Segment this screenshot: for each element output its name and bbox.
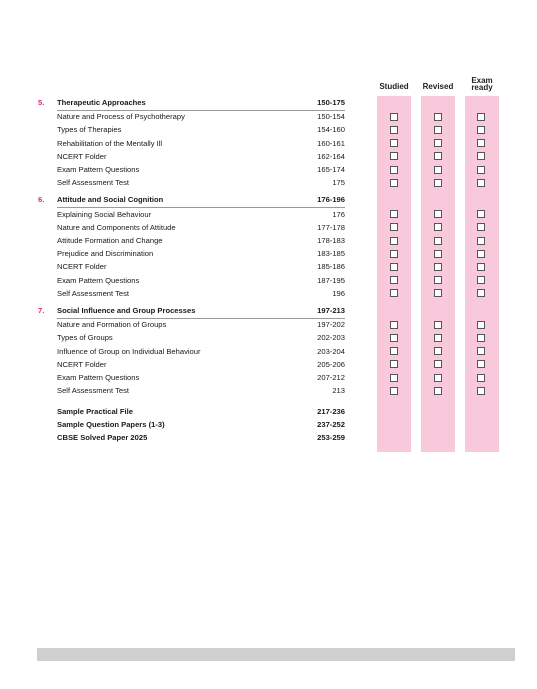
revised-checkbox[interactable] xyxy=(434,334,442,342)
topic-title: NCERT Folder xyxy=(57,262,107,272)
exam-ready-column-bg xyxy=(465,96,499,452)
column-header-revised: Revised xyxy=(422,82,454,91)
topic-row xyxy=(38,163,345,176)
studied-checkbox[interactable] xyxy=(390,276,398,284)
topic-title: NCERT Folder xyxy=(57,359,107,369)
extra-title: Sample Practical File xyxy=(57,406,133,416)
studied-checkbox[interactable] xyxy=(390,387,398,395)
revised-checkbox[interactable] xyxy=(434,321,442,329)
studied-checkbox[interactable] xyxy=(390,223,398,231)
revised-checkbox[interactable] xyxy=(434,126,442,134)
topic-title: Nature and Process of Psychotherapy xyxy=(57,112,185,122)
topic-title: Self Assessment Test xyxy=(57,386,130,396)
topic-row xyxy=(38,123,345,136)
studied-checkbox[interactable] xyxy=(390,166,398,174)
topic-row xyxy=(38,247,345,260)
exam-ready-checkbox[interactable] xyxy=(477,276,485,284)
revised-checkbox[interactable] xyxy=(434,289,442,297)
topic-row xyxy=(38,331,345,344)
exam-ready-checkbox[interactable] xyxy=(477,113,485,121)
page-range: 154-160 xyxy=(317,125,345,135)
revised-column-bg xyxy=(421,96,455,452)
page-range: 178-183 xyxy=(317,236,345,245)
studied-checkbox[interactable] xyxy=(390,237,398,245)
topic-row xyxy=(38,221,345,234)
exam-ready-checkbox[interactable] xyxy=(477,347,485,355)
revised-checkbox[interactable] xyxy=(434,152,442,160)
studied-checkbox[interactable] xyxy=(390,321,398,329)
topic-title: Rehabilitation of the Mentally Ill xyxy=(57,138,163,148)
extra-row xyxy=(38,431,345,444)
page-range: 185-186 xyxy=(317,262,345,272)
exam-ready-checkbox[interactable] xyxy=(477,387,485,395)
page-range: 177-178 xyxy=(317,222,345,232)
topic-row xyxy=(38,345,345,358)
topic-title: Exam Pattern Questions xyxy=(57,165,140,174)
topic-title: Self Assessment Test xyxy=(57,288,130,298)
studied-checkbox[interactable] xyxy=(390,250,398,258)
exam-ready-checkbox[interactable] xyxy=(477,263,485,271)
chapter-row xyxy=(38,193,345,206)
chapter-number: 6. xyxy=(38,194,45,204)
page-range: 175 xyxy=(332,178,345,188)
revised-checkbox[interactable] xyxy=(434,139,442,147)
topic-row xyxy=(38,260,345,273)
exam-ready-checkbox[interactable] xyxy=(477,321,485,329)
page-range: 162-164 xyxy=(317,151,345,161)
topic-row xyxy=(38,176,345,189)
exam-ready-checkbox[interactable] xyxy=(477,179,485,187)
revised-checkbox[interactable] xyxy=(434,223,442,231)
revised-checkbox[interactable] xyxy=(434,347,442,355)
exam-ready-checkbox[interactable] xyxy=(477,374,485,382)
topic-title: Explaining Social Behaviour xyxy=(57,209,152,219)
page-range: 165-174 xyxy=(317,165,345,174)
topic-row xyxy=(38,208,345,221)
topic-title: Nature and Formation of Groups xyxy=(57,320,167,330)
studied-checkbox[interactable] xyxy=(390,210,398,218)
exam-ready-checkbox[interactable] xyxy=(477,237,485,245)
page-range: 207-212 xyxy=(317,373,345,382)
exam-ready-checkbox[interactable] xyxy=(477,289,485,297)
chapter-title: Therapeutic Approaches xyxy=(57,97,146,107)
page-range: 197-202 xyxy=(317,320,345,330)
chapter-title: Attitude and Social Cognition xyxy=(57,194,164,204)
chapter-row xyxy=(38,304,345,317)
studied-checkbox[interactable] xyxy=(390,374,398,382)
exam-ready-checkbox[interactable] xyxy=(477,152,485,160)
studied-column-bg xyxy=(377,96,411,452)
topic-row xyxy=(38,234,345,247)
revised-checkbox[interactable] xyxy=(434,113,442,121)
column-header-exam-ready: Exam ready xyxy=(471,76,493,92)
topic-title: Attitude Formation and Change xyxy=(57,236,163,245)
revised-checkbox[interactable] xyxy=(434,276,442,284)
page-range: 176 xyxy=(332,209,345,219)
extra-title: CBSE Solved Paper 2025 xyxy=(57,433,148,443)
topic-row xyxy=(38,137,345,150)
page-range: 150-154 xyxy=(317,112,345,122)
page-range: 160-161 xyxy=(317,138,345,148)
extra-title: Sample Question Papers (1-3) xyxy=(57,420,165,430)
page-range: 183-185 xyxy=(317,249,345,259)
revised-checkbox[interactable] xyxy=(434,179,442,187)
studied-checkbox[interactable] xyxy=(390,263,398,271)
page-range: 217-236 xyxy=(317,406,345,416)
exam-ready-checkbox[interactable] xyxy=(477,166,485,174)
topic-row xyxy=(38,150,345,163)
revised-checkbox[interactable] xyxy=(434,263,442,271)
page-range: 187-195 xyxy=(317,275,345,285)
exam-ready-checkbox[interactable] xyxy=(477,250,485,258)
topic-title: Types of Groups xyxy=(57,333,113,343)
studied-checkbox[interactable] xyxy=(390,334,398,342)
topic-title: Influence of Group on Individual Behaviour xyxy=(57,346,201,356)
topic-row xyxy=(38,287,345,300)
topic-row xyxy=(38,274,345,287)
extra-row xyxy=(38,405,345,418)
studied-checkbox[interactable] xyxy=(390,360,398,368)
page-range: 203-204 xyxy=(317,346,345,356)
footer-bar xyxy=(37,648,515,661)
revised-checkbox[interactable] xyxy=(434,250,442,258)
revised-checkbox[interactable] xyxy=(434,237,442,245)
extra-row xyxy=(38,418,345,431)
revised-checkbox[interactable] xyxy=(434,166,442,174)
chapter-number: 5. xyxy=(38,97,45,107)
topic-title: Self Assessment Test xyxy=(57,178,130,188)
topic-title: Exam Pattern Questions xyxy=(57,373,140,382)
page-range: 202-203 xyxy=(317,333,345,343)
chapter-number: 7. xyxy=(38,305,45,315)
exam-ready-checkbox[interactable] xyxy=(477,210,485,218)
topic-title: Nature and Components of Attitude xyxy=(57,222,176,232)
studied-checkbox[interactable] xyxy=(390,139,398,147)
revised-checkbox[interactable] xyxy=(434,374,442,382)
topic-title: Types of Therapies xyxy=(57,125,122,135)
studied-checkbox[interactable] xyxy=(390,113,398,121)
page-range: 150-175 xyxy=(317,97,345,107)
exam-ready-checkbox[interactable] xyxy=(477,334,485,342)
topic-row xyxy=(38,358,345,371)
chapter-row xyxy=(38,96,345,109)
page-range: 176-196 xyxy=(317,194,345,204)
exam-ready-checkbox[interactable] xyxy=(477,139,485,147)
page-range: 237-252 xyxy=(317,420,345,430)
studied-checkbox[interactable] xyxy=(390,126,398,134)
revised-checkbox[interactable] xyxy=(434,387,442,395)
studied-checkbox[interactable] xyxy=(390,289,398,297)
page-range: 196 xyxy=(332,288,345,298)
topic-title: Exam Pattern Questions xyxy=(57,275,140,285)
topic-title: Prejudice and Discrimination xyxy=(57,249,154,259)
studied-checkbox[interactable] xyxy=(390,179,398,187)
studied-checkbox[interactable] xyxy=(390,152,398,160)
exam-ready-checkbox[interactable] xyxy=(477,126,485,134)
revised-checkbox[interactable] xyxy=(434,210,442,218)
exam-ready-checkbox[interactable] xyxy=(477,223,485,231)
exam-ready-checkbox[interactable] xyxy=(477,360,485,368)
page-range: 253-259 xyxy=(317,433,345,443)
topic-title: NCERT Folder xyxy=(57,151,107,161)
page-range: 205-206 xyxy=(317,359,345,369)
page-range: 197-213 xyxy=(317,305,345,315)
page-range: 213 xyxy=(332,386,345,396)
column-header-studied: Studied xyxy=(379,82,409,91)
topic-row xyxy=(38,371,345,384)
chapter-title: Social Influence and Group Processes xyxy=(57,305,196,315)
topic-row xyxy=(38,318,345,331)
topic-row xyxy=(38,110,345,123)
topic-row xyxy=(38,384,345,397)
revised-checkbox[interactable] xyxy=(434,360,442,368)
studied-checkbox[interactable] xyxy=(390,347,398,355)
